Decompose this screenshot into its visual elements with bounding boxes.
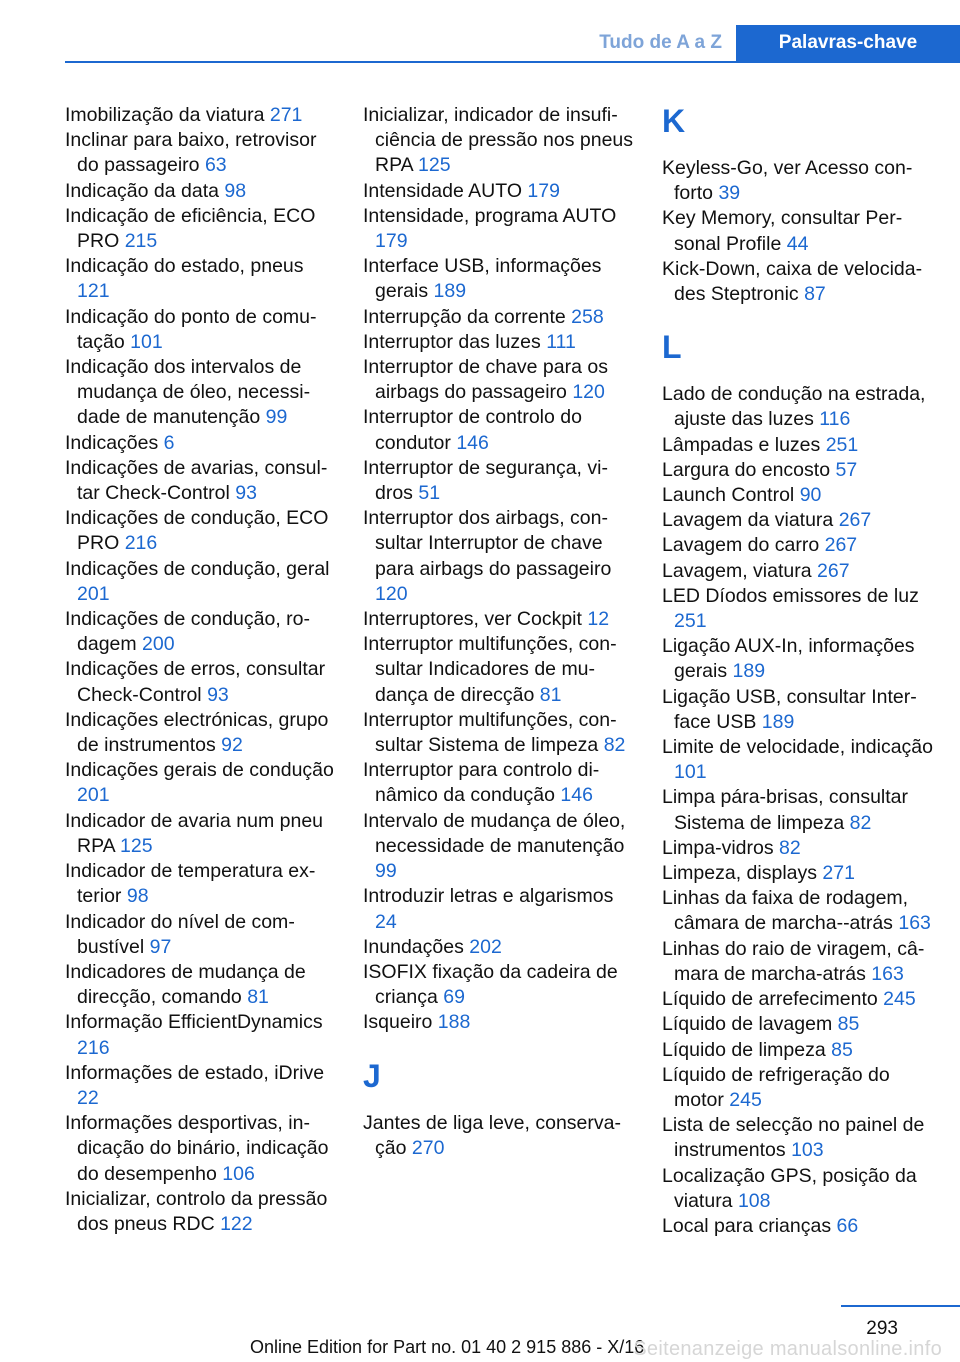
page-link[interactable]: 271	[822, 862, 855, 885]
page-link[interactable]: 271	[269, 104, 303, 126]
page-link[interactable]: 200	[142, 633, 175, 656]
index-entry-text: Localização GPS, posição da viatura	[662, 1164, 917, 1212]
index-entry	[65, 657, 337, 707]
page-link[interactable]: 106	[222, 1162, 255, 1185]
index-entry-text: Intensidade, programa AUTO	[363, 204, 617, 227]
index-entry	[662, 836, 936, 861]
index-entry	[662, 206, 936, 256]
index-entry	[363, 607, 635, 632]
index-entry	[662, 1214, 936, 1239]
index-entry-text: Indicações de condução, ECO PRO	[65, 507, 329, 555]
page-link[interactable]: 267	[824, 534, 858, 557]
page-link[interactable]: 216	[77, 1036, 110, 1059]
index-entry	[363, 1111, 635, 1161]
page-link[interactable]: 6	[163, 431, 175, 454]
index-entry-text: Ligação AUX-In, informações gerais	[662, 635, 915, 683]
index-entry	[363, 330, 635, 355]
index-entry	[662, 458, 936, 483]
index-entry	[363, 405, 635, 455]
index-entry-text: Kick-Down, caixa de velocidades Steptronic	[662, 257, 923, 306]
index-column-1	[65, 103, 337, 1237]
tab-palavras-chave[interactable]: Palavras-chave	[736, 25, 960, 61]
index-entry	[65, 179, 337, 204]
page-link[interactable]: 82	[849, 811, 872, 834]
index-entry	[662, 382, 936, 432]
index-entry-text: Keyless-Go, ver Acesso conforto	[662, 157, 913, 205]
index-entry	[662, 634, 936, 684]
page-link[interactable]: 92	[221, 734, 243, 757]
page-link[interactable]: 267	[838, 509, 872, 532]
index-entry	[65, 506, 337, 556]
page-link[interactable]: 66	[836, 1214, 859, 1237]
page-link[interactable]: 103	[791, 1139, 824, 1162]
index-entry-text: Indicador do nível de combustível	[65, 910, 295, 958]
page-link[interactable]: 121	[77, 280, 110, 303]
index-entry-text: Indicador de avaria num pneu RPA	[65, 809, 324, 857]
index-entry	[65, 355, 337, 431]
index-letter-k: K	[662, 103, 686, 139]
page-link[interactable]: 215	[124, 230, 158, 253]
index-entry	[363, 809, 635, 885]
page-link[interactable]: 125	[120, 834, 153, 857]
index-entry-text: Interruptor de controlo do condutor	[363, 406, 582, 454]
index-entry-text: Introduzir letras e algarismos	[363, 885, 614, 908]
index-entry	[65, 1187, 337, 1237]
index-entry	[363, 305, 635, 330]
index-entry-text: Linhas do raio de viragem, câmara de marcha-atrás	[662, 937, 925, 985]
index-entry-text: Indicação de eficiência, ECO PRO	[65, 204, 316, 253]
page-link[interactable]: 12	[587, 608, 610, 631]
page-link[interactable]: 267	[817, 559, 850, 582]
index-entry-text: Interface USB, informações gerais	[363, 255, 602, 303]
page-link[interactable]: 22	[77, 1086, 99, 1109]
index-entry-text: Informações de estado, iDrive	[65, 1061, 325, 1084]
index-entry-text: Indicações de erros, consultar Check-Control	[65, 658, 326, 706]
index-entry-text: Interrupção da corrente	[363, 305, 566, 328]
index-entry	[662, 861, 936, 886]
index-entry	[363, 204, 635, 254]
index-entry	[662, 785, 936, 835]
index-entry-text: Interruptor de chave para os airbags do passageiro	[363, 356, 608, 404]
index-entry-text: Indicação dos intervalos de mudança de óleo, necessidade de manutenção	[65, 356, 311, 429]
index-letter-l: L	[662, 329, 682, 366]
page-link[interactable]: 189	[732, 660, 766, 683]
index-entry	[363, 632, 635, 708]
index-entry-text: Linhas da faixa de rodagem, câmara de marcha--atrás	[662, 887, 909, 935]
index-entry	[662, 937, 936, 987]
index-entry	[363, 884, 635, 934]
edition-note: Online Edition for Part no. 01 40 2 915 886 - X/16	[250, 1337, 645, 1357]
page-link[interactable]: 163	[871, 962, 904, 985]
index-entry-text: Isqueiro	[363, 1011, 433, 1034]
page-link[interactable]: 98	[126, 885, 149, 908]
index-entry-text: Jantes de liga leve, conservação	[363, 1111, 621, 1159]
page-link[interactable]: 116	[819, 408, 851, 431]
page-link[interactable]: 93	[207, 683, 229, 706]
index-entry-text: Interruptor das luzes	[363, 330, 541, 353]
index-entry	[662, 508, 936, 533]
index-entry-text: Local para crianças	[662, 1214, 832, 1237]
page-link[interactable]: 85	[837, 1013, 860, 1036]
index-entry	[363, 179, 635, 204]
page-link[interactable]: 101	[130, 330, 163, 353]
page-link[interactable]: 146	[456, 431, 489, 454]
index-entry	[65, 557, 337, 607]
index-entry	[363, 935, 635, 960]
index-entry-text: Indicações	[65, 431, 159, 454]
page-link[interactable]: 120	[572, 381, 605, 404]
page-link[interactable]: 93	[235, 482, 257, 505]
index-entry	[363, 708, 635, 758]
index-entry	[363, 960, 635, 1010]
page-link[interactable]: 122	[220, 1212, 253, 1235]
index-entry-text: Líquido de lavagem	[662, 1013, 833, 1036]
index-entry-text: Lado de condução na estrada, ajuste das luzes	[662, 383, 926, 431]
index-entry-text: Indicações de avarias, consultar Check-Control	[65, 456, 328, 505]
page-link[interactable]: 51	[418, 482, 441, 505]
index-entry-text: Inicializar, indicador de insuficiência de pressão nos pneus RPA	[363, 104, 634, 177]
page-link[interactable]: 90	[799, 484, 822, 507]
index-entry	[65, 1111, 337, 1187]
index-entry-text: Intervalo de mudança de óleo, necessidade de manutenção	[363, 809, 626, 857]
page-link[interactable]: 201	[77, 582, 110, 605]
page-link[interactable]: 202	[469, 935, 502, 958]
index-column-2	[363, 103, 635, 1161]
index-entry-text: Imobilização da viatura	[65, 104, 265, 126]
page-link[interactable]: 82	[779, 836, 801, 859]
page-link[interactable]: 146	[560, 784, 593, 807]
index-entry	[662, 1012, 936, 1037]
index-entry	[65, 708, 337, 758]
index-entry-text: Indicação do estado, pneus	[65, 255, 304, 278]
page-link[interactable]: 189	[761, 710, 795, 733]
index-entry-text: Limite de velocidade, indicação	[662, 736, 934, 759]
index-entry	[65, 456, 337, 506]
index-entry-text: Interruptor multifunções, consultar Sistema de limpeza	[363, 708, 617, 757]
index-entry-text: Lavagem, viatura	[662, 559, 812, 582]
index-entry	[662, 433, 936, 458]
index-entry	[363, 758, 635, 808]
page-link[interactable]: 120	[375, 582, 408, 605]
page-link[interactable]: 97	[149, 935, 172, 958]
index-entry	[662, 483, 936, 508]
page-number: 293	[866, 1318, 898, 1339]
index-entry	[65, 128, 337, 178]
index-entry-text: Indicador de temperatura exterior	[65, 860, 316, 908]
index-entry-text: Lavagem do carro	[662, 534, 820, 557]
page-link[interactable]: 87	[804, 283, 826, 306]
index-entry-text: Limpeza, displays	[662, 862, 817, 885]
index-entry	[65, 809, 337, 859]
index-entry	[662, 735, 936, 785]
header-rule	[65, 61, 960, 63]
index-entry-text: Indicação do ponto de comutação	[65, 305, 317, 353]
page-link[interactable]: 251	[825, 433, 859, 456]
index-entry-text: Indicações gerais de condução	[65, 759, 334, 782]
index-letter-j: J	[363, 1057, 381, 1094]
index-entry-text: Indicações de condução, rodagem	[65, 608, 310, 656]
page-link[interactable]: 99	[375, 860, 397, 883]
page-link[interactable]: 258	[571, 305, 604, 328]
index-entry-text: Informação EfficientDynamics	[65, 1011, 323, 1034]
index-entry	[662, 559, 936, 584]
index-entry	[65, 305, 337, 355]
page-link[interactable]: 63	[204, 154, 227, 177]
index-entry-text: Indicação da data	[65, 179, 219, 202]
index-entry-text: Interruptor de segurança, vidros	[363, 456, 608, 505]
page-link[interactable]: 101	[674, 761, 707, 784]
page-link[interactable]: 69	[443, 986, 465, 1009]
page-link[interactable]: 82	[603, 734, 626, 757]
footer-rule	[841, 1305, 960, 1307]
index-entry	[363, 1010, 635, 1035]
page-link[interactable]: 99	[265, 406, 288, 429]
index-entry-text: Inundações	[363, 935, 464, 958]
index-entry	[65, 1010, 337, 1060]
index-entry	[662, 533, 936, 558]
index-entry	[662, 1038, 936, 1063]
index-column-3	[662, 103, 936, 1239]
index-entry	[662, 886, 936, 936]
index-entry	[662, 1113, 936, 1163]
page-link[interactable]: 108	[737, 1189, 771, 1212]
index-entry-text: Líquido de refrigeração do motor	[662, 1063, 890, 1111]
index-entry	[65, 204, 337, 254]
index-entry	[662, 257, 936, 307]
index-entry	[65, 103, 337, 128]
index-entry-text: Limpa pára-brisas, consultar Sistema de limpeza	[662, 786, 909, 834]
index-entry-text: Inclinar para baixo, retrovisor do passageiro	[65, 129, 317, 177]
index-entry	[65, 1061, 337, 1111]
index-entry	[65, 859, 337, 909]
page-link[interactable]: 125	[418, 154, 451, 177]
index-entry	[363, 506, 635, 607]
page-link[interactable]: 81	[247, 986, 269, 1009]
index-entry-text: Líquido de limpeza	[662, 1038, 826, 1061]
index-entry	[662, 685, 936, 735]
index-entry-text: Launch Control	[662, 484, 795, 507]
index-entry-text: Inicializar, controlo da pressão dos pneus RDC	[65, 1187, 328, 1235]
page-link[interactable]: 85	[831, 1038, 853, 1061]
index-entry	[65, 607, 337, 657]
index-entry-text: Limpa-vidros	[662, 836, 774, 859]
index-entry-text: Indicações de condução, geral	[65, 557, 330, 580]
index-entry-text: Interruptor dos airbags, consultar Interruptor de chave para airbags do passageiro	[363, 507, 612, 580]
index-entry-text: Indicações electrónicas, grupo de instrumentos	[65, 708, 329, 757]
index-entry-text: Ligação USB, consultar Interface USB	[662, 685, 917, 733]
index-entry	[65, 758, 337, 808]
page-link[interactable]: 216	[124, 532, 158, 555]
page-link[interactable]: 201	[77, 784, 110, 807]
index-entry-text: Líquido de arrefecimento	[662, 988, 878, 1011]
page-link[interactable]: 81	[539, 683, 562, 706]
watermark: Seitenanzeige manualsonline.info	[633, 1338, 942, 1360]
index-entry	[363, 254, 635, 304]
index-entry-text: ISOFIX fixação da cadeira de criança	[363, 960, 618, 1009]
index-entry-text: Lista de selecção no painel de instrumentos	[662, 1114, 925, 1162]
index-entry	[662, 1164, 936, 1214]
index-entry-text: Largura do encosto	[662, 458, 831, 481]
page-link[interactable]: 270	[411, 1136, 445, 1159]
index-entry	[65, 960, 337, 1010]
index-entry	[363, 355, 635, 405]
index-entry	[65, 910, 337, 960]
page-link[interactable]: 163	[898, 912, 931, 935]
page-link[interactable]: 57	[835, 458, 858, 481]
index-entry-text: Indicadores de mudança de direcção, comando	[65, 960, 306, 1009]
index-entry-text: Lâmpadas e luzes	[662, 433, 821, 456]
page-link[interactable]: 39	[718, 182, 741, 205]
index-entry	[65, 254, 337, 304]
index-entry	[662, 156, 936, 206]
index-entry-text: Interruptores, ver Cockpit	[363, 608, 582, 631]
page-link[interactable]: 245	[883, 988, 916, 1011]
index-entry	[662, 987, 936, 1012]
tab-tudo-de-a-a-z[interactable]: Tudo de A a Z	[599, 32, 722, 53]
page-link[interactable]: 179	[527, 179, 560, 202]
index-entry-text: Intensidade AUTO	[363, 179, 522, 202]
page-link[interactable]: 188	[437, 1011, 471, 1034]
header-bar	[0, 0, 960, 62]
index-entry	[662, 1063, 936, 1113]
index-entry	[363, 103, 635, 179]
page-link[interactable]: 111	[546, 330, 576, 353]
page-link[interactable]: 24	[375, 910, 397, 933]
page-link[interactable]: 245	[729, 1088, 762, 1111]
page-link[interactable]: 44	[786, 232, 809, 255]
index-entry-text: Interruptor multifunções, consultar Indicadores de mudança de direcção	[363, 633, 617, 706]
page-link[interactable]: 179	[375, 230, 408, 253]
index-entry-text: LED Díodos emissores de luz	[662, 584, 919, 607]
index-entry-text: Informações desportivas, indicação do binário, indicação do desempenho	[65, 1112, 329, 1185]
page-link[interactable]: 189	[433, 280, 467, 303]
index-entry-text: Key Memory, consultar Personal Profile	[662, 207, 903, 255]
index-entry	[363, 456, 635, 506]
page-link[interactable]: 98	[224, 179, 247, 202]
index-entry-text: Lavagem da viatura	[662, 509, 834, 532]
index-entry	[65, 431, 337, 456]
index-entry-text: Interruptor para controlo dinâmico da condução	[363, 759, 600, 807]
page-link[interactable]: 251	[674, 610, 707, 633]
index-entry	[662, 584, 936, 634]
